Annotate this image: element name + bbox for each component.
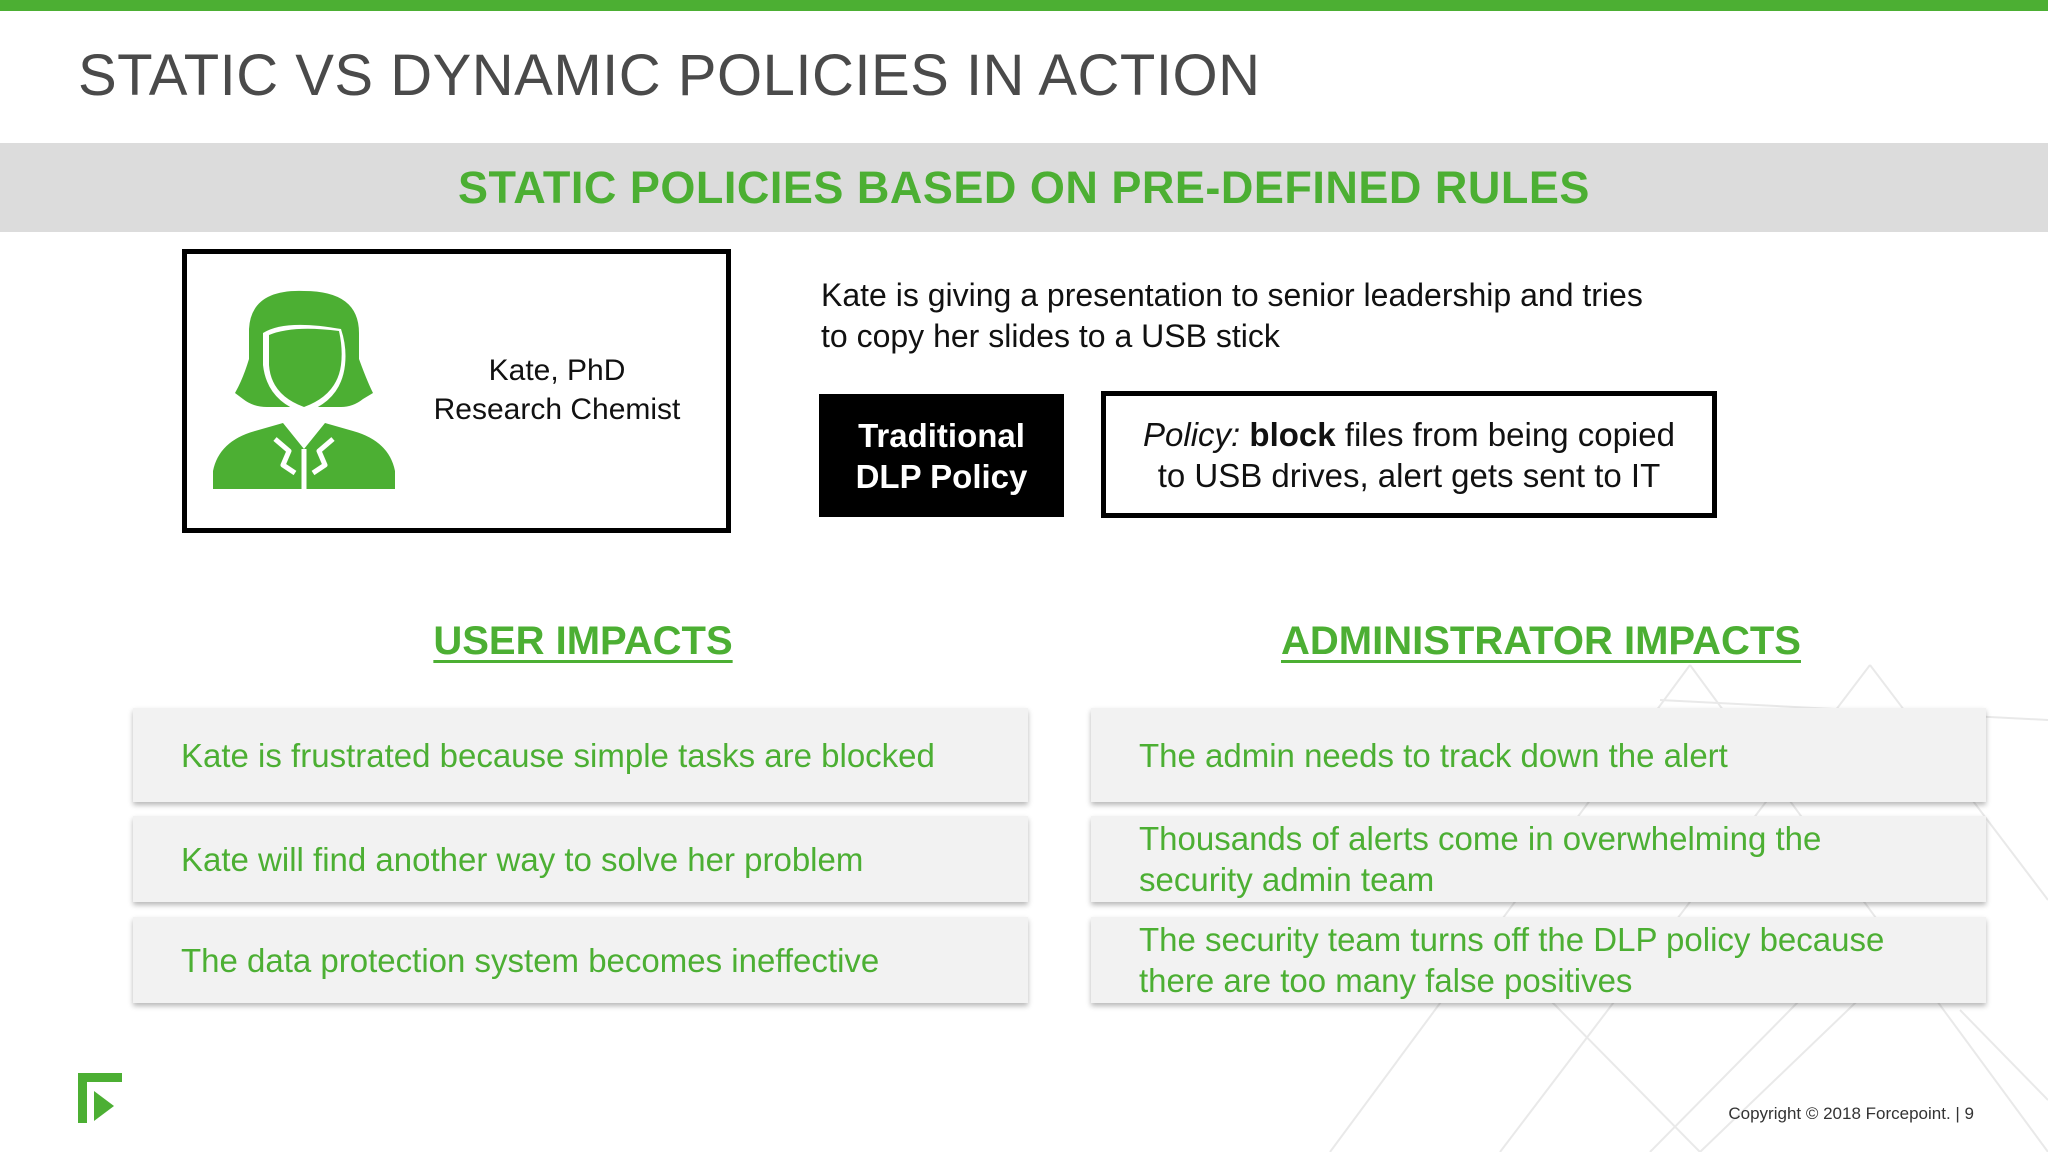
admin-impacts-heading: ADMINISTRATOR IMPACTS [1281,619,1801,663]
user-woman-icon [213,289,395,489]
banner-text: STATIC POLICIES BASED ON PRE-DEFINED RULES [458,161,1590,213]
policy-line-2: to USB drives, alert gets sent to IT [1157,456,1661,494]
user-impact-card [133,708,1028,802]
user-impact-text: The data protection system becomes ineffective [181,941,880,979]
slide-title: STATIC VS DYNAMIC POLICIES IN ACTION [78,43,1261,108]
dlp-line-1: Traditional [858,416,1025,454]
admin-impact-card [1091,708,1986,802]
policy-description [1101,391,1717,518]
user-impact-card [133,816,1028,902]
persona-name: Kate, PhD [488,354,626,387]
user-impacts-heading: USER IMPACTS [433,619,733,663]
forcepoint-logo-icon [78,1073,122,1123]
user-impact-card [133,917,1028,1003]
scenario-line-2: to copy her slides to a USB stick [821,318,1280,354]
traditional-dlp-policy-label [819,394,1064,517]
admin-impact-text: Thousands of alerts come in overwhelming the security admin team [1139,820,1822,898]
policy-action: block [1249,415,1336,453]
scenario-line-1: Kate is giving a presentation to senior leadership and tries [821,277,1643,313]
persona-card [182,249,731,533]
scenario-text [821,275,1721,357]
persona-role: Research Chemist [433,393,681,426]
section-banner [0,143,2048,232]
admin-impact-text: The security team turns off the DLP policy because there are too many false positives [1139,921,1885,999]
policy-line-1 [1143,414,1675,455]
top-accent-bar [0,0,2048,11]
user-impact-text: Kate is frustrated because simple tasks are blocked [181,736,935,774]
admin-impact-card [1091,816,1986,902]
dlp-line-2: DLP Policy [855,457,1028,495]
copyright-footer: Copyright © 2018 Forcepoint. | 9 [1728,1104,1974,1123]
admin-impact-text: The admin needs to track down the alert [1139,736,1728,774]
admin-impact-card [1091,917,1986,1003]
persona-label [407,351,707,429]
policy-prefix: Policy: [1143,415,1241,453]
user-impact-text: Kate will find another way to solve her problem [181,840,864,878]
policy-rest: files from being copied [1335,415,1675,453]
